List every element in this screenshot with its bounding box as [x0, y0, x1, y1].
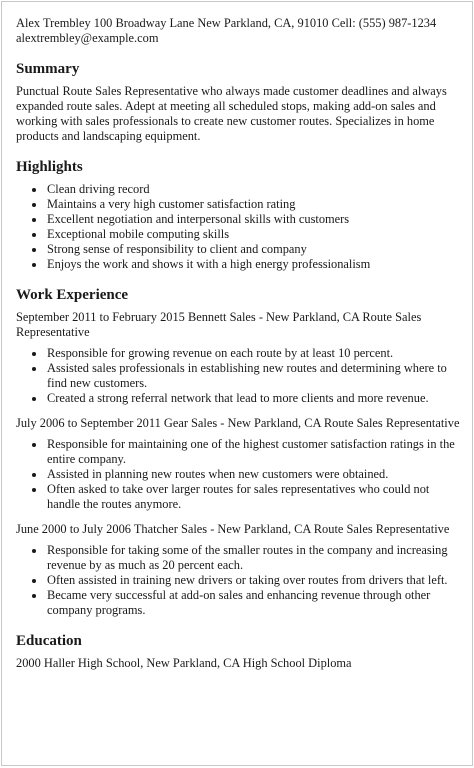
job-bullet: • Assisted sales professionals in establishing new routes and determining where to find new customers.: [46, 361, 460, 391]
highlight-item: • Clean driving record: [46, 182, 460, 197]
job-bullet: • Became very successful at add-on sales and enhancing revenue through other company programs.: [46, 588, 460, 618]
job-bullet: • Assisted in planning new routes when new customers were obtained.: [46, 467, 460, 482]
highlight-item: • Exceptional mobile computing skills: [46, 227, 460, 242]
job-bullet: • Responsible for taking some of the smaller routes in the company and increasing revenue by as much as 20 percent each.: [46, 543, 460, 573]
job-bullet: • Responsible for maintaining one of the highest customer satisfaction ratings in the entire company.: [46, 437, 460, 467]
summary-heading: Summary: [16, 61, 80, 77]
job-bullets: [16, 346, 460, 406]
summary-text: Punctual Route Sales Representative who always made customer deadlines and always expanded route sales. Adept at meeting all scheduled stops, making add-on sales and working with sales professionals to create new customer routes. Specializes in home products and landscaping equipment.: [16, 84, 447, 143]
job-title: July 2006 to September 2011 Gear Sales - New Parkland, CA Route Sales Representative: [16, 416, 460, 430]
job-entry: [16, 310, 460, 406]
job-bullet: • Created a strong referral network that lead to more clients and more revenue.: [46, 391, 460, 406]
highlight-item: • Maintains a very high customer satisfaction rating: [46, 197, 460, 212]
resume-page: [1, 1, 473, 766]
job-entry: [16, 522, 460, 618]
job-title: September 2011 to February 2015 Bennett Sales - New Parkland, CA Route Sales Representative: [16, 310, 422, 339]
highlights-heading: Highlights: [16, 159, 83, 175]
highlight-item: • Excellent negotiation and interpersonal skills with customers: [46, 212, 460, 227]
job-entry: [16, 416, 460, 512]
job-bullet: • Often assisted in training new drivers or taking over routes from drivers that left.: [46, 573, 460, 588]
job-title: June 2000 to July 2006 Thatcher Sales - New Parkland, CA Route Sales Representative: [16, 522, 450, 536]
work-experience-heading: Work Experience: [16, 287, 129, 303]
job-bullets: [16, 543, 460, 618]
highlights-list: [16, 182, 460, 272]
contact-line: Alex Trembley 100 Broadway Lane New Parkland, CA, 91010 Cell: (555) 987-1234: [16, 16, 437, 30]
job-bullet: • Often asked to take over larger routes for sales representatives who could not handle the routes anymore.: [46, 482, 460, 512]
job-bullet: • Responsible for growing revenue on each route by at least 10 percent.: [46, 346, 460, 361]
job-bullets: [16, 437, 460, 512]
contact-email: alextrembley@example.com: [16, 31, 159, 45]
education-heading: Education: [16, 633, 82, 649]
highlight-item: • Strong sense of responsibility to client and company: [46, 242, 460, 257]
education-text: 2000 Haller High School, New Parkland, CA High School Diploma: [16, 656, 352, 670]
contact-header: [16, 16, 460, 46]
highlight-item: • Enjoys the work and shows it with a high energy professionalism: [46, 257, 460, 272]
